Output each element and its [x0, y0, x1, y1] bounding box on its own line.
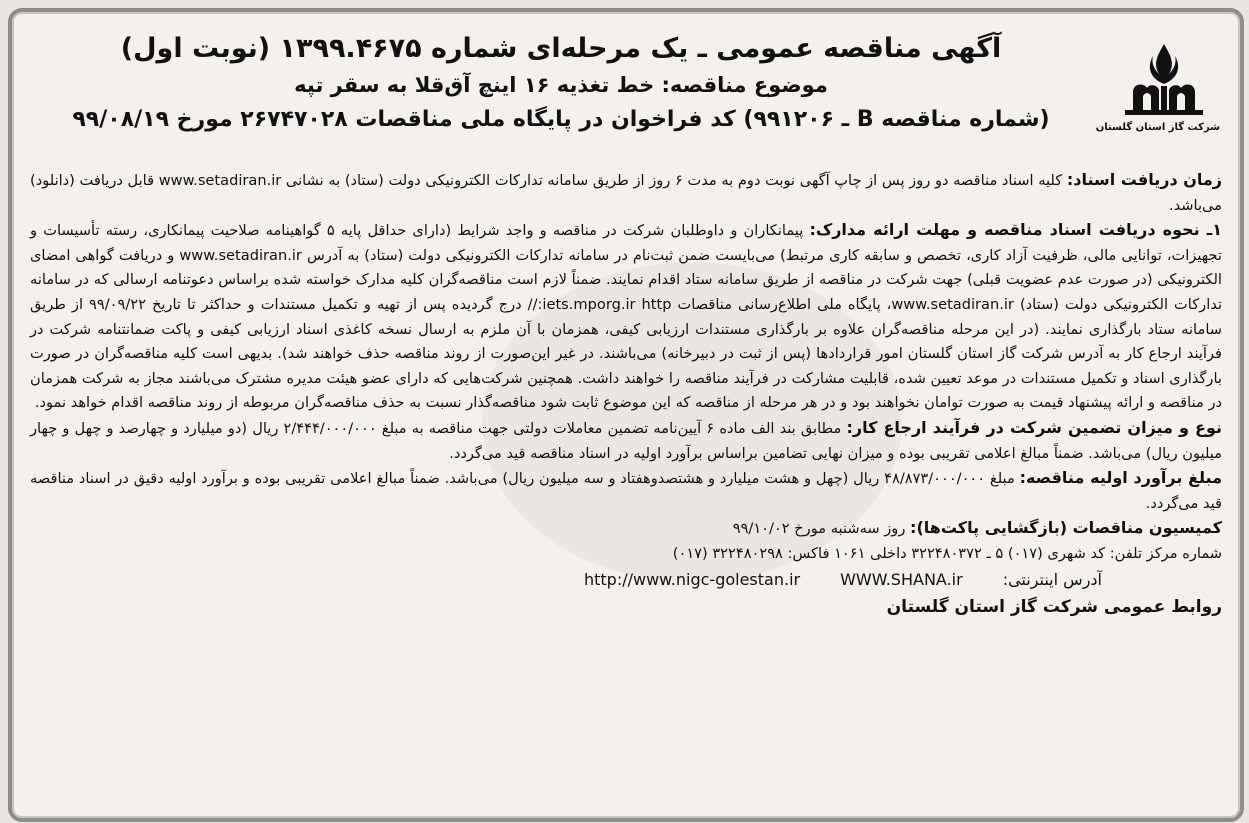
footer-signature: روابط عمومی شرکت گاز استان گلستان	[886, 596, 1222, 617]
section-heading: کمیسیون مناقصات (بازگشایی پاکت‌ها):	[910, 518, 1222, 538]
section-text: مطابق بند الف ماده ۶ آیین‌نامه تضمین معاملات دولتی جهت مناقصه به مبلغ ۲/۴۴۴/۰۰۰/۰۰۰ ریال (دو میلیارد و چهارصد و چهل و چهار میلیون ریال) می‌باشد. ضمناً مبالغ اعلامی تقریبی بوده و میزان نهایی تضامین براساس برآورد اولیه در اسناد مناقصه قید می‌گردد.	[30, 419, 1222, 462]
logo-caption: شرکت گاز استان گلستان	[1095, 122, 1220, 133]
section-text: کلیه اسناد مناقصه دو روز پس از چاپ آگهی نوبت دوم به مدت ۶ روز از طریق سامانه تدارکات الکترونیکی دولت (ستاد) به نشانی www.setadiran.ir قابل دریافت (دانلود) می‌باشد.	[30, 172, 1222, 214]
title-block	[30, 26, 1092, 138]
section-text: مبلغ ۴۸/۸۷۳/۰۰۰/۰۰۰ ریال (چهل و هشت میلیارد و هشتصدوهفتاد و سه میلیون ریال) می‌باشد. ضمناً مبالغ اعلامی تقریبی بوده و برآورد اولیه دقیق در اسناد مناقصه قید می‌گردد.	[30, 470, 1222, 512]
web-link-shana[interactable]: WWW.SHANA.ir	[840, 569, 963, 589]
section-commission	[30, 516, 1222, 542]
tender-subject: موضوع مناقصه: خط تغذیه ۱۶ اینچ آق‌قلا به سقر تپه	[294, 73, 828, 97]
page-title: آگهی مناقصه عمومی ـ یک مرحله‌ای شماره ۱۳۹۹.۴۶۷۵ (نوبت اول)	[120, 33, 1002, 64]
section-guarantee	[30, 416, 1222, 466]
section-estimate	[30, 466, 1222, 516]
advertisement-frame	[8, 8, 1244, 822]
section-document-time	[30, 168, 1222, 218]
tender-number-line: (شماره مناقصه B ـ ۹۹۱۲۰۶) کد فراخوان در پایگاه ملی مناقصات ۲۶۷۴۷۰۲۸ مورخ ۹۹/۰۸/۱۹	[72, 107, 1050, 132]
header	[30, 26, 1222, 168]
section-heading: نوع و میزان تضمین شرکت در فرآیند ارجاع کار:	[846, 417, 1223, 437]
contact-phone: شماره مرکز تلفن: کد شهری (۰۱۷) ۵ ـ ۳۲۲۴۸۰۳۷۲ داخلی ۱۰۶۱ فاکس: ۳۲۲۴۸۰۲۹۸ (۰۱۷)	[672, 544, 1222, 562]
company-logo	[1095, 40, 1220, 133]
section-text: پیمانکاران و داوطلبان شرکت در مناقصه و واجد شرایط (دارای حداقل پایه ۵ گواهینامه صلاحیت پیمانکاری، رسته تأسیسات و تجهیزات، توانایی مالی، ظرفیت آزاد کاری، تخصص و سابقه کاری مرتبط) می‌بایست ضمن ثبت‌نام در سامانه تدارکات الکترونیکی دولت (ستاد) به آدرس www.setadiran.ir و دریافت گواهی امضای الکترونیکی (در صورت عدم عضویت قبلی) جهت شرکت در مناقصه از طریق سامانه ستاد اقدام نمایند. ضمناً لازم است مناقصه‌گران کلیه مدارک خواسته شده براساس دعوتنامه ارسالی که در سامانه تدارکات الکترونیکی دولت (ستاد) www.setadiran.ir، پایگاه ملی اطلاع‌رسانی مناقصات iets.mporg.ir http:// درج گردیده پس از تهیه و تکمیل مستندات و حداکثر تا تاریخ ۹۹/۰۹/۲۲ از طریق سامانه ستاد بارگذاری نمایند. (در این مرحله مناقصه‌گران علاوه بر بارگذاری مستندات ارزیابی کیفی، همزمان با آن ملزم به ارسال نسخه کاغذی اسناد ارزیابی کیفی و پاکت ضمانتنامه شرکت در فرآیند ارجاع کار به آدرس شرکت گاز استان گلستان امور قراردادها (پس از ثبت در دبیرخانه) می‌باشند. در غیر این‌صورت از روند مناقصه حذف خواهند شد). بدیهی است کلیه مناقصه‌گران در صورت بارگذاری اسناد و تکمیل مستندات در موعد تعیین شده، قابلیت مشارکت در فرآیند مناقصه را خواهند داشت. همچنین شرکت‌هایی که دارای عضو هیئت مدیره مشترک می‌باشند مجاز به شرکت همزمان در مناقصه و ارائه پیشنهاد قیمت به صورت توامان نخواهند بود و در هر مرحله از مناقصه که این موضوع ثابت شود مناقصه‌گذار نسبت به حذف مناقصه‌گران مربوطه از روند مناقصه اقدام خواهد نمود.	[30, 222, 1223, 412]
advertisement-content	[30, 26, 1222, 804]
section-heading: زمان دریافت اسناد:	[1066, 170, 1223, 189]
advertisement-body	[30, 168, 1222, 542]
web-link-nigc[interactable]: http://www.nigc-golestan.ir	[583, 569, 801, 589]
section-heading: مبلغ برآورد اولیه مناقصه:	[1019, 468, 1222, 488]
section-heading: ۱ـ نحوه دریافت اسناد مناقصه و مهلت ارائه مدارک:	[809, 220, 1222, 240]
section-text: روز سه‌شنبه مورخ ۹۹/۱۰/۰۲	[732, 520, 911, 538]
flame-logo-icon	[1119, 40, 1209, 120]
contact-web	[30, 567, 1222, 593]
web-label: آدرس اینترنتی:	[1002, 569, 1102, 589]
section-submission	[30, 218, 1222, 416]
